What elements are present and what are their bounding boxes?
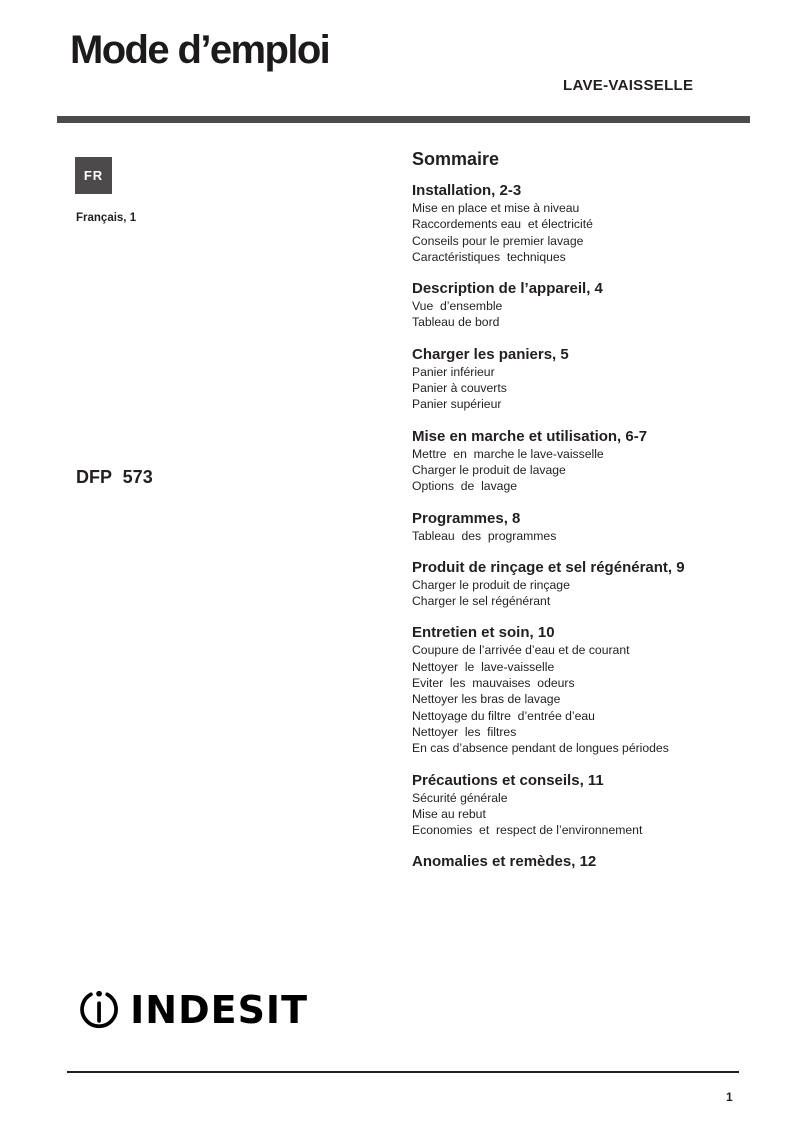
toc-section	[412, 559, 752, 610]
toc-subitem[interactable]: Mise en place et mise à niveau	[412, 201, 580, 215]
brand-logo	[78, 978, 308, 1042]
toc-subitem[interactable]: Caractéristiques techniques	[412, 249, 566, 264]
toc-subitem[interactable]: Panier à couverts	[412, 381, 507, 396]
toc-section	[412, 182, 752, 265]
brand-wordmark: INDESIT	[130, 988, 308, 1032]
toc-subitem[interactable]: Panier supérieur	[412, 397, 502, 412]
toc-subitem[interactable]: Eviter les mauvaises odeurs	[412, 676, 575, 691]
toc-subitem[interactable]: Vue d’ensemble	[412, 299, 503, 314]
toc-sections	[412, 182, 752, 871]
toc-subitem[interactable]: Mettre en marche le lave-vaisselle	[412, 446, 604, 461]
toc-section-heading[interactable]: Précautions et conseils, 11	[412, 771, 604, 789]
toc-section	[412, 280, 752, 331]
toc-title: Sommaire	[412, 149, 500, 169]
toc-subitem[interactable]: Economies et respect de l’environnement	[412, 823, 643, 838]
toc-subitem[interactable]: Sécurité générale	[412, 790, 508, 805]
toc-section	[412, 853, 752, 871]
toc-subitem[interactable]: Conseils pour le premier lavage	[412, 233, 584, 248]
toc-section-heading[interactable]: Mise en marche et utilisation, 6-7	[412, 427, 648, 445]
document-title: Mode d’emploi	[70, 28, 330, 72]
page-number: 1	[726, 1090, 733, 1104]
toc-subitem[interactable]: Charger le sel régénérant	[412, 594, 551, 609]
footer-divider	[67, 1071, 739, 1073]
toc-subitem[interactable]: Raccordements eau et électricité	[412, 217, 593, 232]
toc-section	[412, 624, 752, 756]
toc-subitem[interactable]: Tableau des programmes	[412, 528, 557, 543]
toc-subitem[interactable]: Panier inférieur	[412, 364, 495, 379]
toc-section-heading[interactable]: Anomalies et remèdes, 12	[412, 853, 597, 871]
toc-subitem[interactable]: Nettoyer les bras de lavage	[412, 692, 561, 707]
toc-subitem[interactable]: Options de lavage	[412, 479, 518, 494]
toc-subitem[interactable]: Mise au rebut	[412, 806, 486, 821]
toc-subitem[interactable]: Nettoyer le lave-vaisselle	[412, 659, 555, 674]
toc-subitem[interactable]: Tableau de bord	[412, 315, 500, 330]
toc-section	[412, 428, 752, 495]
language-badge: FR	[75, 157, 112, 194]
toc-subitem[interactable]: Charger le produit de rinçage	[412, 577, 570, 592]
toc-section	[412, 346, 752, 413]
product-category: LAVE-VAISSELLE	[563, 77, 694, 94]
language-page-link[interactable]: Français, 1	[76, 212, 137, 224]
toc-subitem[interactable]: Nettoyage du filtre d’entrée d’eau	[412, 708, 595, 723]
table-of-contents	[412, 148, 752, 886]
model-number: DFP 573	[76, 467, 153, 487]
toc-section-heading[interactable]: Entretien et soin, 10	[412, 624, 555, 642]
toc-subitem[interactable]: Nettoyer les filtres	[412, 724, 517, 739]
toc-subitem[interactable]: Charger le produit de lavage	[412, 462, 566, 477]
toc-section-heading[interactable]: Description de l’appareil, 4	[412, 280, 603, 298]
toc-section-heading[interactable]: Charger les paniers, 5	[412, 345, 569, 363]
toc-section-heading[interactable]: Programmes, 8	[412, 509, 521, 527]
indesit-power-i-logo-icon	[78, 978, 120, 1042]
toc-subitem[interactable]: En cas d’absence pendant de longues périodes	[412, 741, 669, 756]
toc-section	[412, 510, 752, 544]
toc-section	[412, 772, 752, 839]
toc-section-heading[interactable]: Produit de rinçage et sel régénérant, 9	[412, 558, 685, 576]
toc-section-heading[interactable]: Installation, 2-3	[412, 182, 522, 199]
header-divider	[57, 116, 750, 123]
toc-subitem[interactable]: Coupure de l’arrivée d’eau et de courant	[412, 643, 630, 658]
